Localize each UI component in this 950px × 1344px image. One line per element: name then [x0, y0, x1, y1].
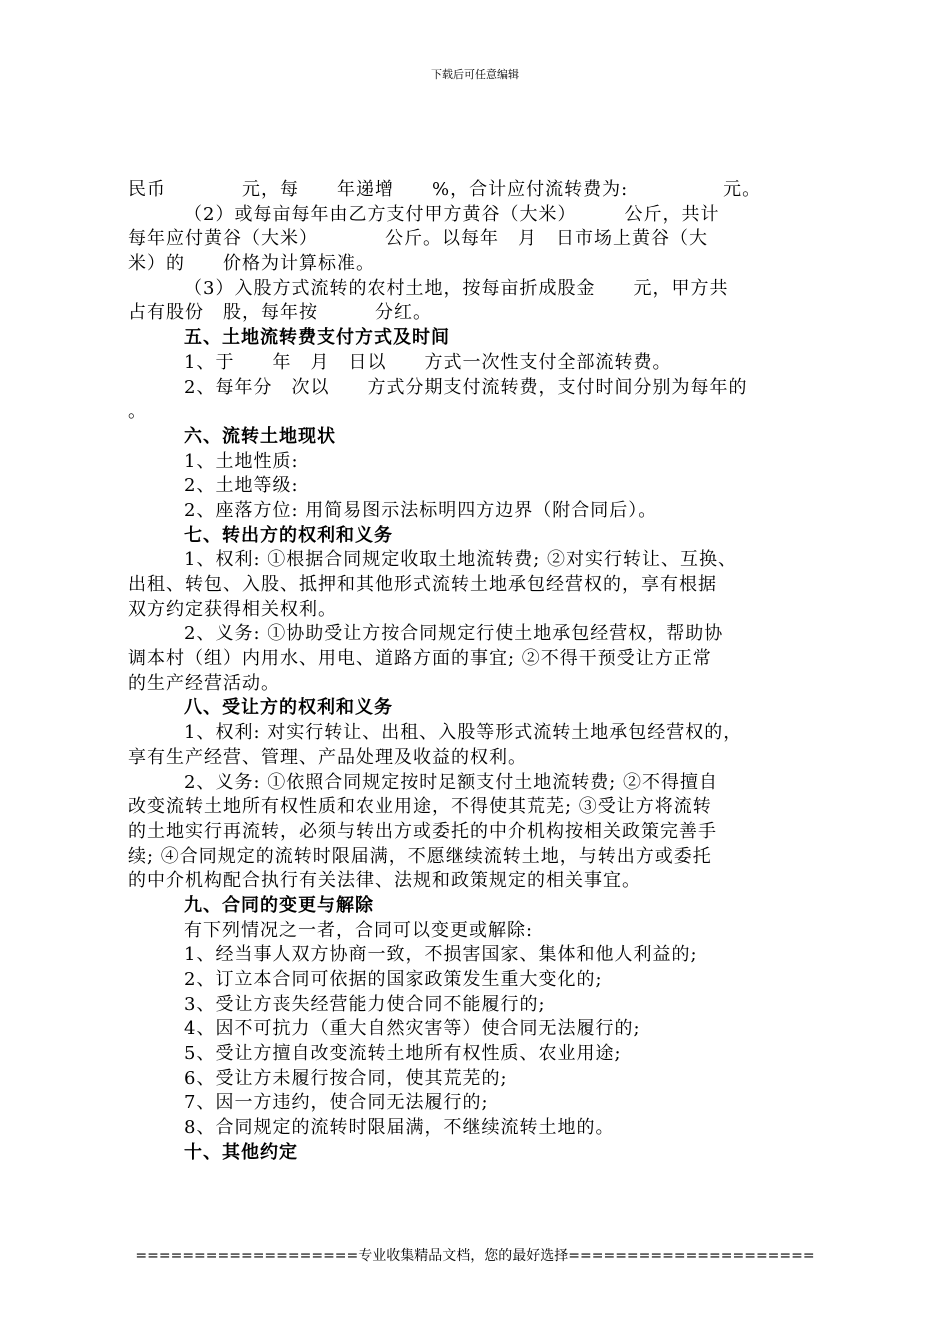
text-line: 续; ④合同规定的流转时限届满，不愿继续流转土地，与转出方或委托 [128, 845, 712, 867]
page-footer: ===================专业收集精品文档，您的最好选择===================== [135, 1248, 815, 1264]
text-line: 出租、转包、入股、抵押和其他形式流转土地承包经营权的，享有根据 [128, 574, 717, 595]
text-line: 享有生产经营、管理、产品处理及收益的权利。 [128, 746, 527, 768]
text-line: 调本村（组）内用水、用电、道路方面的事宜; ②不得干预受让方正常 [128, 648, 712, 670]
text-line: 民币 元，每 年递增 %，合计应付流转费为: 元。 [128, 179, 762, 200]
text-line: 1、土地性质: [184, 450, 299, 472]
text-line: 2、义务: ①依照合同规定按时足额支付土地流转费; ②不得擅自 [184, 771, 719, 793]
section-heading: 五、土地流转费支付方式及时间 [184, 327, 450, 349]
text-line: 。 [128, 401, 147, 423]
text-line: 的中介机构配合执行有关法律、法规和政策规定的相关事宜。 [128, 870, 641, 892]
text-line: 2、每年分 次以 方式分期支付流转费，支付时间分别为每年的 [184, 376, 748, 398]
section-heading: 六、流转土地现状 [184, 425, 336, 447]
text-line: 有下列情况之一者，合同可以变更或解除: [184, 919, 534, 941]
text-line: （2）或每亩每年由乙方支付甲方黄谷（大米） 公斤，共计 [184, 203, 720, 225]
section-heading: 九、合同的变更与解除 [184, 894, 374, 916]
text-line: 米）的 价格为计算标准。 [128, 253, 375, 275]
section-heading: 十、其他约定 [184, 1141, 298, 1163]
text-line: 1、于 年 月 日以 方式一次性支付全部流转费。 [184, 351, 672, 373]
text-line: 每年应付黄谷（大米） 公斤。以每年 月 日市场上黄谷（大 [128, 228, 708, 250]
text-line: 2、义务: ①协助受让方按合同规定行使土地承包经营权，帮助协 [184, 623, 724, 645]
text-line: 占有股份 股，每年按 分红。 [128, 302, 432, 324]
text-line: 4、因不可抗力（重大自然灾害等）使合同无法履行的; [184, 1018, 641, 1040]
text-line: 7、因一方违约，使合同无法履行的; [184, 1092, 489, 1114]
text-line: 3、受让方丧失经营能力使合同不能履行的; [184, 993, 546, 1015]
text-line: 1、权利: 对实行转让、出租、入股等形式流转土地承包经营权的， [184, 722, 743, 744]
text-line: 1、权利: ①根据合同规定收取土地流转费; ②对实行转让、互换、 [184, 549, 738, 571]
text-line: 8、合同规定的流转时限届满，不继续流转土地的。 [184, 1117, 615, 1139]
section-heading: 七、转出方的权利和义务 [184, 524, 393, 546]
text-line: 6、受让方未履行按合同，使其荒芜的; [184, 1067, 508, 1089]
page-header: 下载后可任意编辑 [431, 68, 519, 81]
text-line: 5、受让方擅自改变流转土地所有权性质、农业用途; [184, 1043, 622, 1065]
document-body [128, 178, 838, 1166]
text-line: （3）入股方式流转的农村土地，按每亩折成股金 元，甲方共 [184, 277, 729, 299]
section-heading: 八、受让方的权利和义务 [184, 697, 393, 719]
text-line: 2、土地等级: [184, 475, 299, 497]
text-line: 改变流转土地所有权性质和农业用途，不得使其荒芜; ③受让方将流转 [128, 796, 712, 818]
text-line: 的土地实行再流转，必须与转出方或委托的中介机构按相关政策完善手 [128, 820, 717, 842]
text-line: 2、订立本合同可依据的国家政策发生重大变化的; [184, 969, 603, 990]
text-line: 双方约定获得相关权利。 [128, 598, 337, 620]
text-line: 2、座落方位: 用简易图示法标明四方边界（附合同后）。 [184, 499, 658, 521]
text-line: 1、经当事人双方协商一致，不损害国家、集体和他人利益的; [184, 944, 698, 966]
text-line: 的生产经营活动。 [128, 672, 280, 694]
